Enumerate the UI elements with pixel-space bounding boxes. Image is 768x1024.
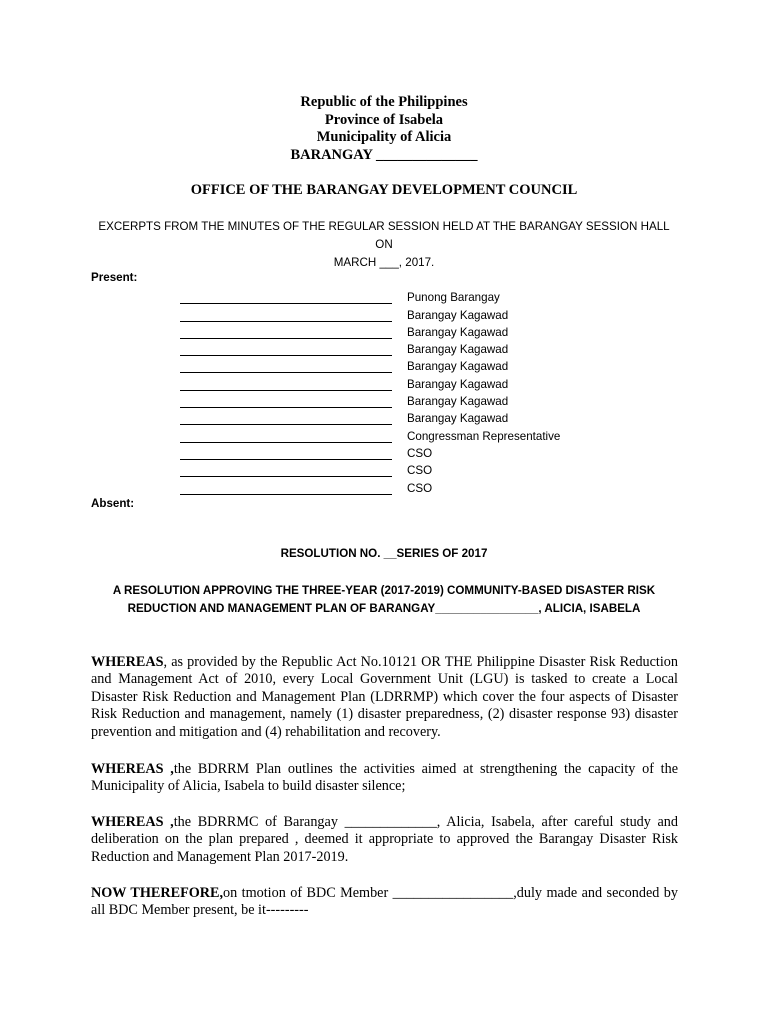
signature-blank-line (180, 378, 392, 391)
signature-blank-line (180, 464, 392, 477)
resolution-title (100, 582, 668, 618)
signature-blank-line (180, 395, 392, 408)
paragraph-lead: WHEREAS , (91, 814, 174, 830)
attendee-role: CSO (407, 464, 433, 478)
signature-blank-line (180, 291, 392, 304)
attendance-row (180, 408, 600, 425)
signature-blank-line (180, 309, 392, 322)
attendance-row (180, 425, 600, 442)
paragraph-text: on tmotion of BDC Member _________________,duly made and seconded by all BDC Member present, be it--------- (91, 885, 678, 919)
attendance-row (180, 460, 600, 477)
attendance-row (180, 339, 600, 356)
paragraph-lead: WHEREAS , (91, 761, 174, 777)
paragraph-text: , as provided by the Republic Act No.10121 OR THE Philippine Disaster Risk Reduction and Management Act of 2010, every Local Government Unit (LGU) is tasked to create a Local Disaster Risk Reduction and Management Plan (LDRRMP) which cover the four aspects of Disaster Risk Reduction and management, namely (1) disaster preparedness, (2) disaster response 93) disaster prevention and mitigation and (4) rehabilitation and recovery. (91, 654, 678, 740)
now-therefore-paragraph (91, 885, 678, 920)
attendance-row (180, 322, 600, 339)
attendance-list (180, 287, 600, 495)
paragraph-lead: WHEREAS (91, 654, 164, 670)
signature-blank-line (180, 430, 392, 443)
resolution-title-line-2: REDUCTION AND MANAGEMENT PLAN OF BARANGAY________________, ALICIA, ISABELA (127, 602, 641, 615)
attendance-row (180, 443, 600, 460)
present-label: Present: (91, 271, 138, 284)
attendance-row (180, 287, 600, 304)
excerpt-line-2: MARCH ___, 2017. (333, 256, 435, 269)
signature-blank-line (180, 360, 392, 373)
excerpt-line-1: EXCERPTS FROM THE MINUTES OF THE REGULAR SESSION HELD AT THE BARANGAY SESSION HALL ON (98, 220, 670, 251)
attendance-row (180, 304, 600, 321)
header-province: Province of Isabela (324, 111, 444, 128)
whereas-paragraph-2 (91, 761, 678, 796)
office-title: OFFICE OF THE BARANGAY DEVELOPMENT COUNCIL (190, 182, 578, 198)
signature-blank-line (180, 412, 392, 425)
attendee-role: Punong Barangay (407, 291, 500, 305)
attendee-role: Barangay Kagawad (407, 325, 509, 339)
whereas-paragraph-3 (91, 814, 678, 866)
attendee-role: CSO (407, 481, 433, 495)
absent-label: Absent: (91, 497, 135, 510)
attendance-row (180, 477, 600, 494)
attendance-row (180, 391, 600, 408)
signature-blank-line (180, 482, 392, 495)
paragraph-lead: NOW THEREFORE, (91, 885, 224, 901)
attendee-role: Barangay Kagawad (407, 343, 509, 357)
paragraph-text: the BDRRM Plan outlines the activities aimed at strengthening the capacity of the Municipality of Alicia, Isabela to build disaster silence; (91, 761, 679, 795)
header-republic: Republic of the Philippines (300, 94, 468, 110)
signature-blank-line (180, 343, 392, 356)
attendance-row (180, 356, 600, 373)
header-barangay: BARANGAY ______________ (290, 146, 478, 163)
attendee-role: Congressman Representative (407, 429, 561, 443)
whereas-paragraph-1 (91, 654, 678, 741)
attendee-role: Barangay Kagawad (407, 308, 509, 322)
excerpt-heading (90, 218, 678, 272)
document-header (0, 94, 768, 164)
attendance-row (180, 373, 600, 390)
header-municipality: Municipality of Alicia (316, 129, 452, 145)
resolution-title-line-1: A RESOLUTION APPROVING THE THREE-YEAR (2017-2019) COMMUNITY-BASED DISASTER RISK (112, 584, 656, 597)
attendee-role: Barangay Kagawad (407, 377, 509, 391)
signature-blank-line (180, 326, 392, 339)
attendee-role: Barangay Kagawad (407, 360, 509, 374)
resolution-number: RESOLUTION NO. __SERIES OF 2017 (280, 547, 488, 560)
attendee-role: CSO (407, 446, 433, 460)
attendee-role: Barangay Kagawad (407, 395, 509, 409)
attendee-role: Barangay Kagawad (407, 412, 509, 426)
paragraph-text: the BDRRMC of Barangay _____________, Alicia, Isabela, after careful study and deliberation on the plan prepared , deemed it appropriate to approved the Barangay Disaster Risk Reduction and Management Plan 2017-2019. (91, 814, 678, 865)
signature-blank-line (180, 447, 392, 460)
